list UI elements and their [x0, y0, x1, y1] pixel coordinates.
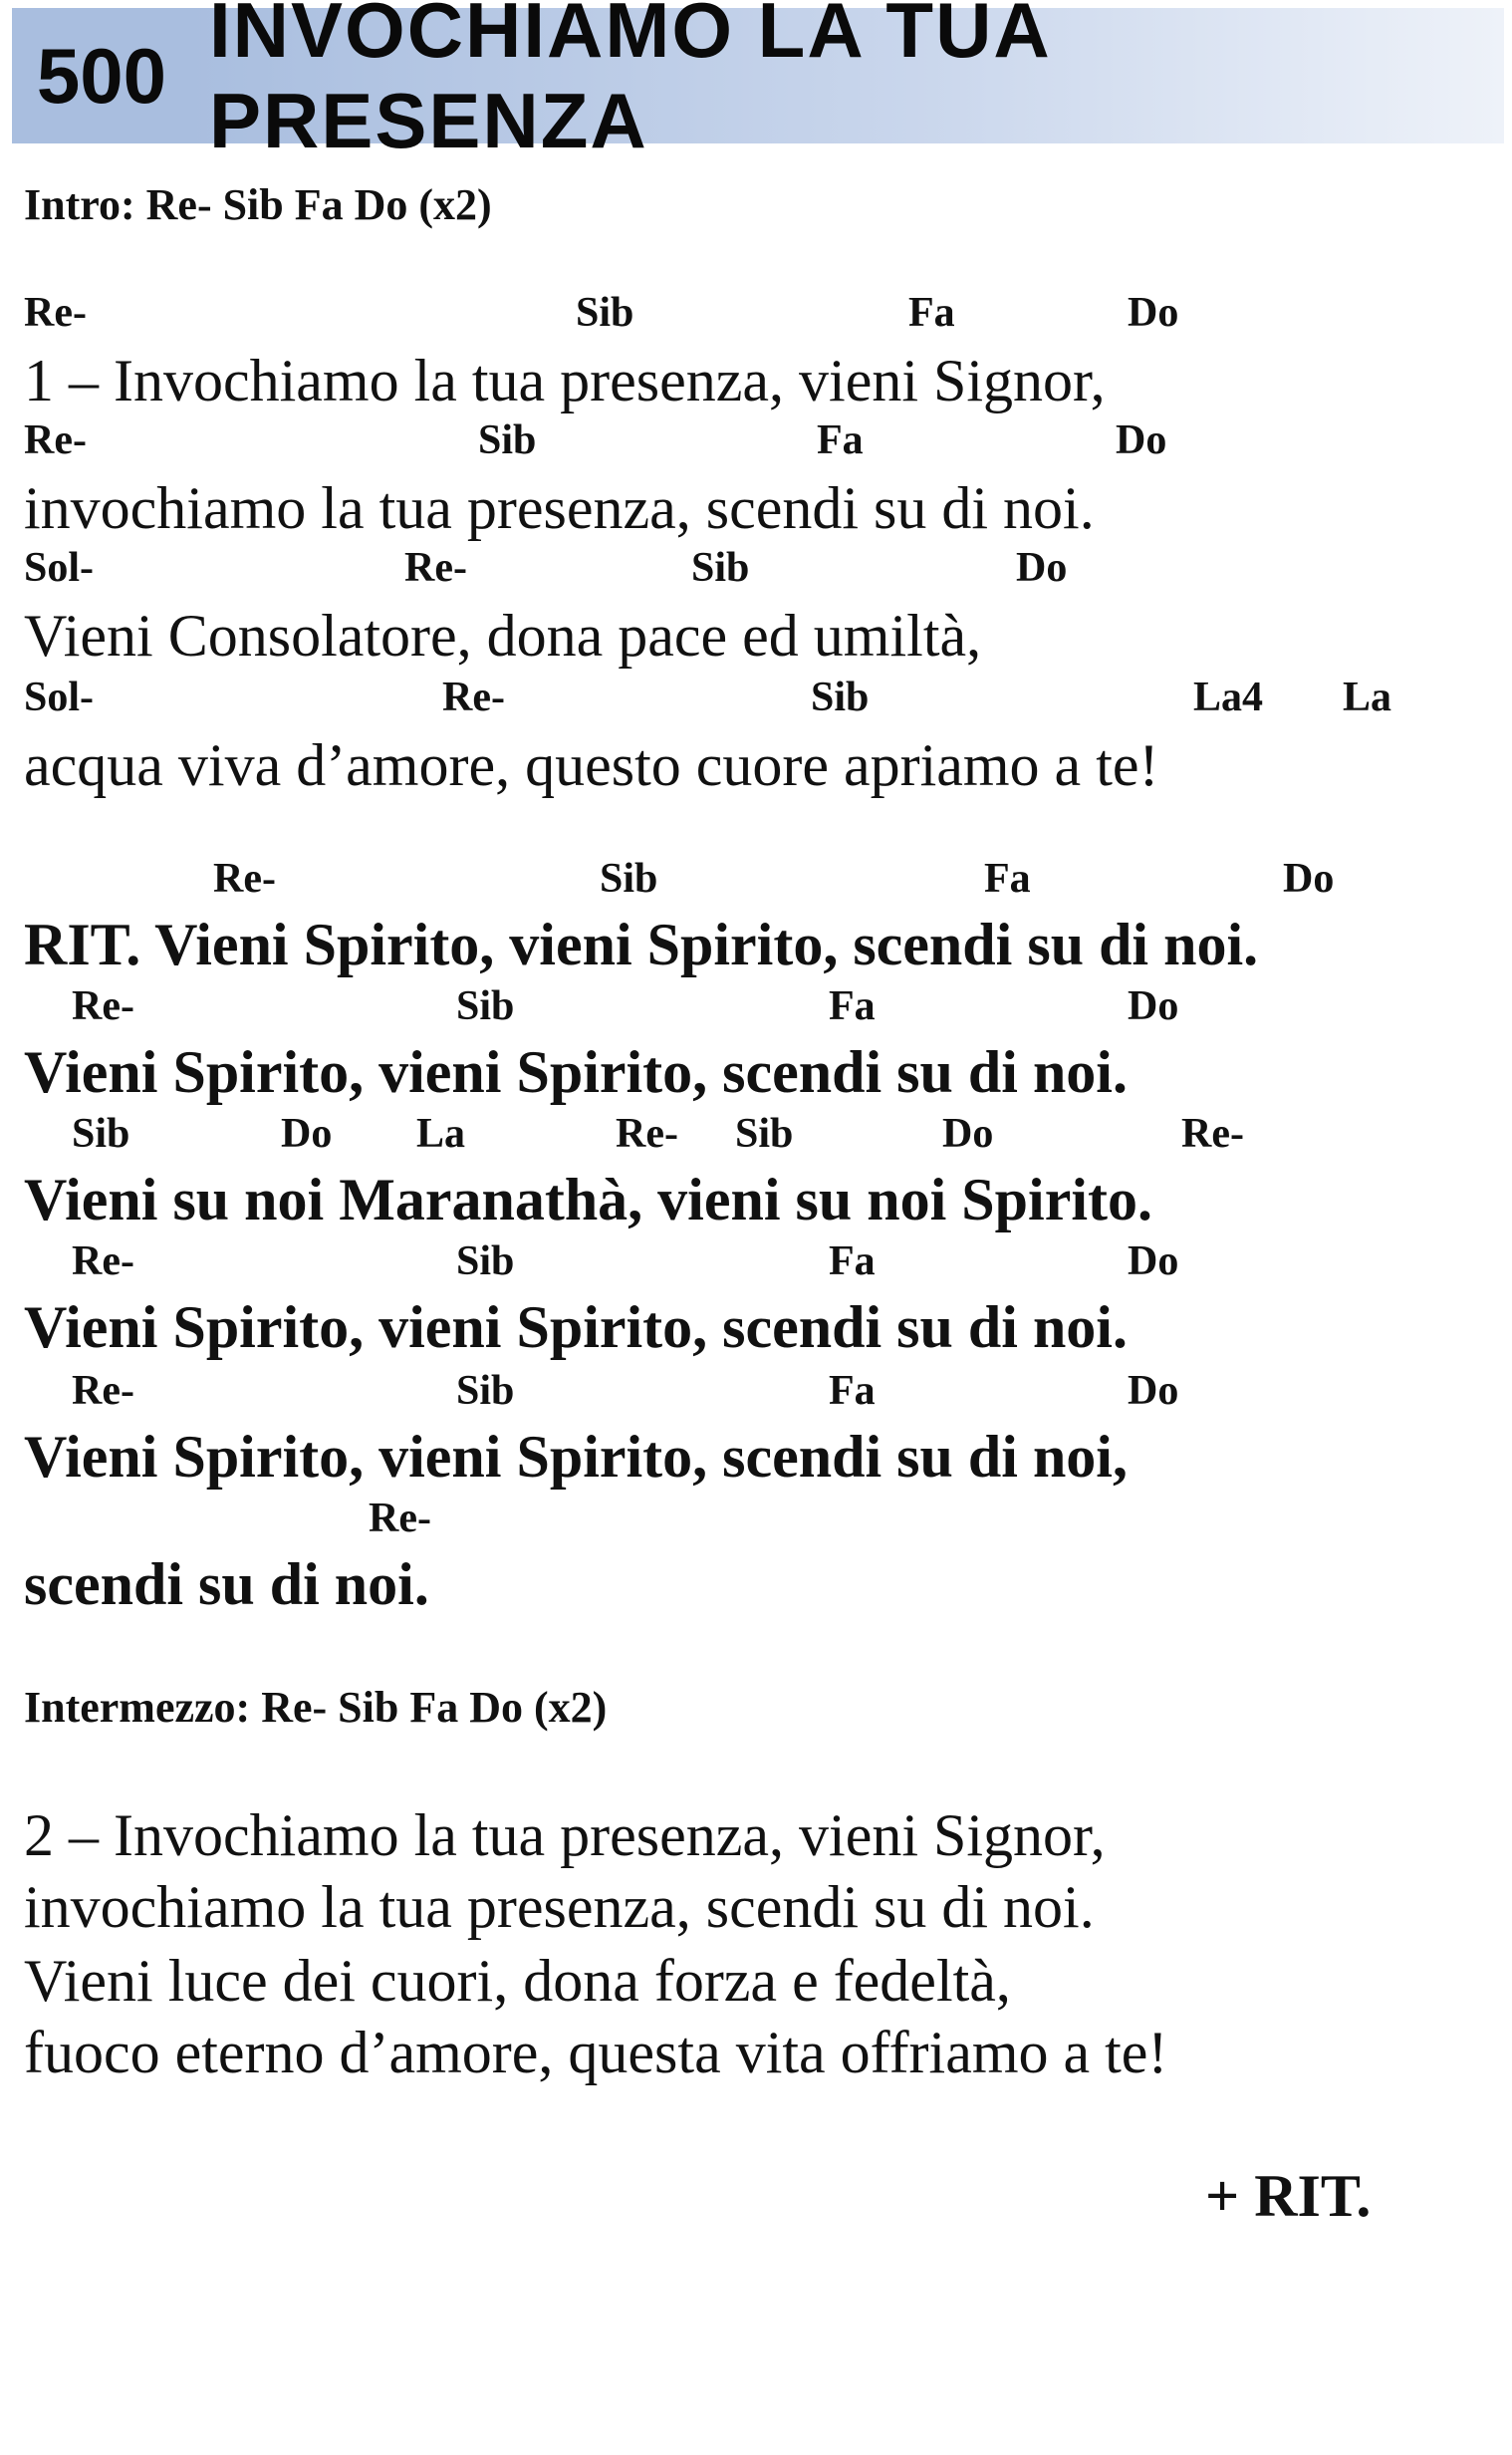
chord: Re-	[72, 1238, 134, 1284]
chord: Fa	[829, 1238, 876, 1284]
chord: Re-	[442, 675, 505, 720]
chord: Re-	[72, 983, 134, 1029]
repeat-chorus-marker: + RIT.	[1205, 2163, 1372, 2229]
chord: Re-	[72, 1368, 134, 1414]
chord: Sib	[478, 417, 537, 463]
lyric-line: Vieni luce dei cuori, dona forza e fedeltà,	[24, 1948, 1011, 2014]
chord: Fa	[984, 856, 1031, 902]
chord: Do	[1128, 1238, 1179, 1284]
chord: Sol-	[24, 545, 95, 591]
lyric-line: RIT. Vieni Spirito, vieni Spirito, scendi su di noi.	[24, 912, 1259, 977]
chord: Sib	[811, 675, 870, 720]
chord: Fa	[817, 417, 864, 463]
chord: Do	[1116, 417, 1167, 463]
chord: Do	[1128, 290, 1179, 336]
chord: Sib	[456, 1238, 515, 1284]
chord: Do	[1283, 856, 1335, 902]
song-title-bar	[12, 0, 1504, 164]
lyric-line: Vieni Spirito, vieni Spirito, scendi su di noi.	[24, 1039, 1128, 1105]
chord: Do	[1128, 983, 1179, 1029]
song-title: INVOCHIAMO LA TUA PRESENZA	[191, 8, 1504, 143]
lyric-line: 1 – Invochiamo la tua presenza, vieni Signor,	[24, 348, 1106, 413]
chord: Re-	[369, 1496, 431, 1541]
chord: Re-	[24, 417, 87, 463]
lyric-line: fuoco eterno d’amore, questa vita offriamo a te!	[24, 2020, 1168, 2085]
chord: Sib	[456, 1368, 515, 1414]
lyric-line: Vieni su noi Maranathà, vieni su noi Spirito.	[24, 1167, 1152, 1232]
chord: Do	[1016, 545, 1068, 591]
song-number: 500	[12, 8, 191, 143]
chord: Do	[1128, 1368, 1179, 1414]
lyric-line: invochiamo la tua presenza, scendi su di noi.	[24, 475, 1095, 541]
chord: Sib	[600, 856, 658, 902]
lyric-line: acqua viva d’amore, questo cuore apriamo a te!	[24, 732, 1159, 798]
lyric-line: Vieni Spirito, vieni Spirito, scendi su di noi.	[24, 1294, 1128, 1360]
lyric-line: scendi su di noi.	[24, 1551, 429, 1617]
lyric-line: Vieni Consolatore, dona pace ed umiltà,	[24, 603, 982, 669]
chord: Sib	[576, 290, 634, 336]
chord: Fa	[829, 1368, 876, 1414]
chord: Do	[281, 1111, 333, 1157]
chord: La	[416, 1111, 466, 1157]
chord: Sib	[691, 545, 750, 591]
chord: Re-	[404, 545, 467, 591]
chord: Re-	[24, 290, 87, 336]
chord: Re-	[616, 1111, 678, 1157]
lyric-line: invochiamo la tua presenza, scendi su di noi.	[24, 1874, 1095, 1940]
lyric-line: 2 – Invochiamo la tua presenza, vieni Signor,	[24, 1802, 1106, 1868]
chord: Sib	[735, 1111, 794, 1157]
interlude-line: Intermezzo: Re- Sib Fa Do (x2)	[24, 1683, 608, 1732]
chord: Do	[942, 1111, 994, 1157]
lyric-line: Vieni Spirito, vieni Spirito, scendi su di noi,	[24, 1424, 1128, 1490]
chord: La4	[1193, 675, 1264, 720]
chord: Sib	[72, 1111, 130, 1157]
chord: Fa	[829, 983, 876, 1029]
chord: Sol-	[24, 675, 95, 720]
intro-line: Intro: Re- Sib Fa Do (x2)	[24, 180, 492, 229]
chord: Re-	[1181, 1111, 1244, 1157]
chord: Fa	[908, 290, 955, 336]
chord: La	[1343, 675, 1392, 720]
chord: Re-	[213, 856, 276, 902]
chord: Sib	[456, 983, 515, 1029]
